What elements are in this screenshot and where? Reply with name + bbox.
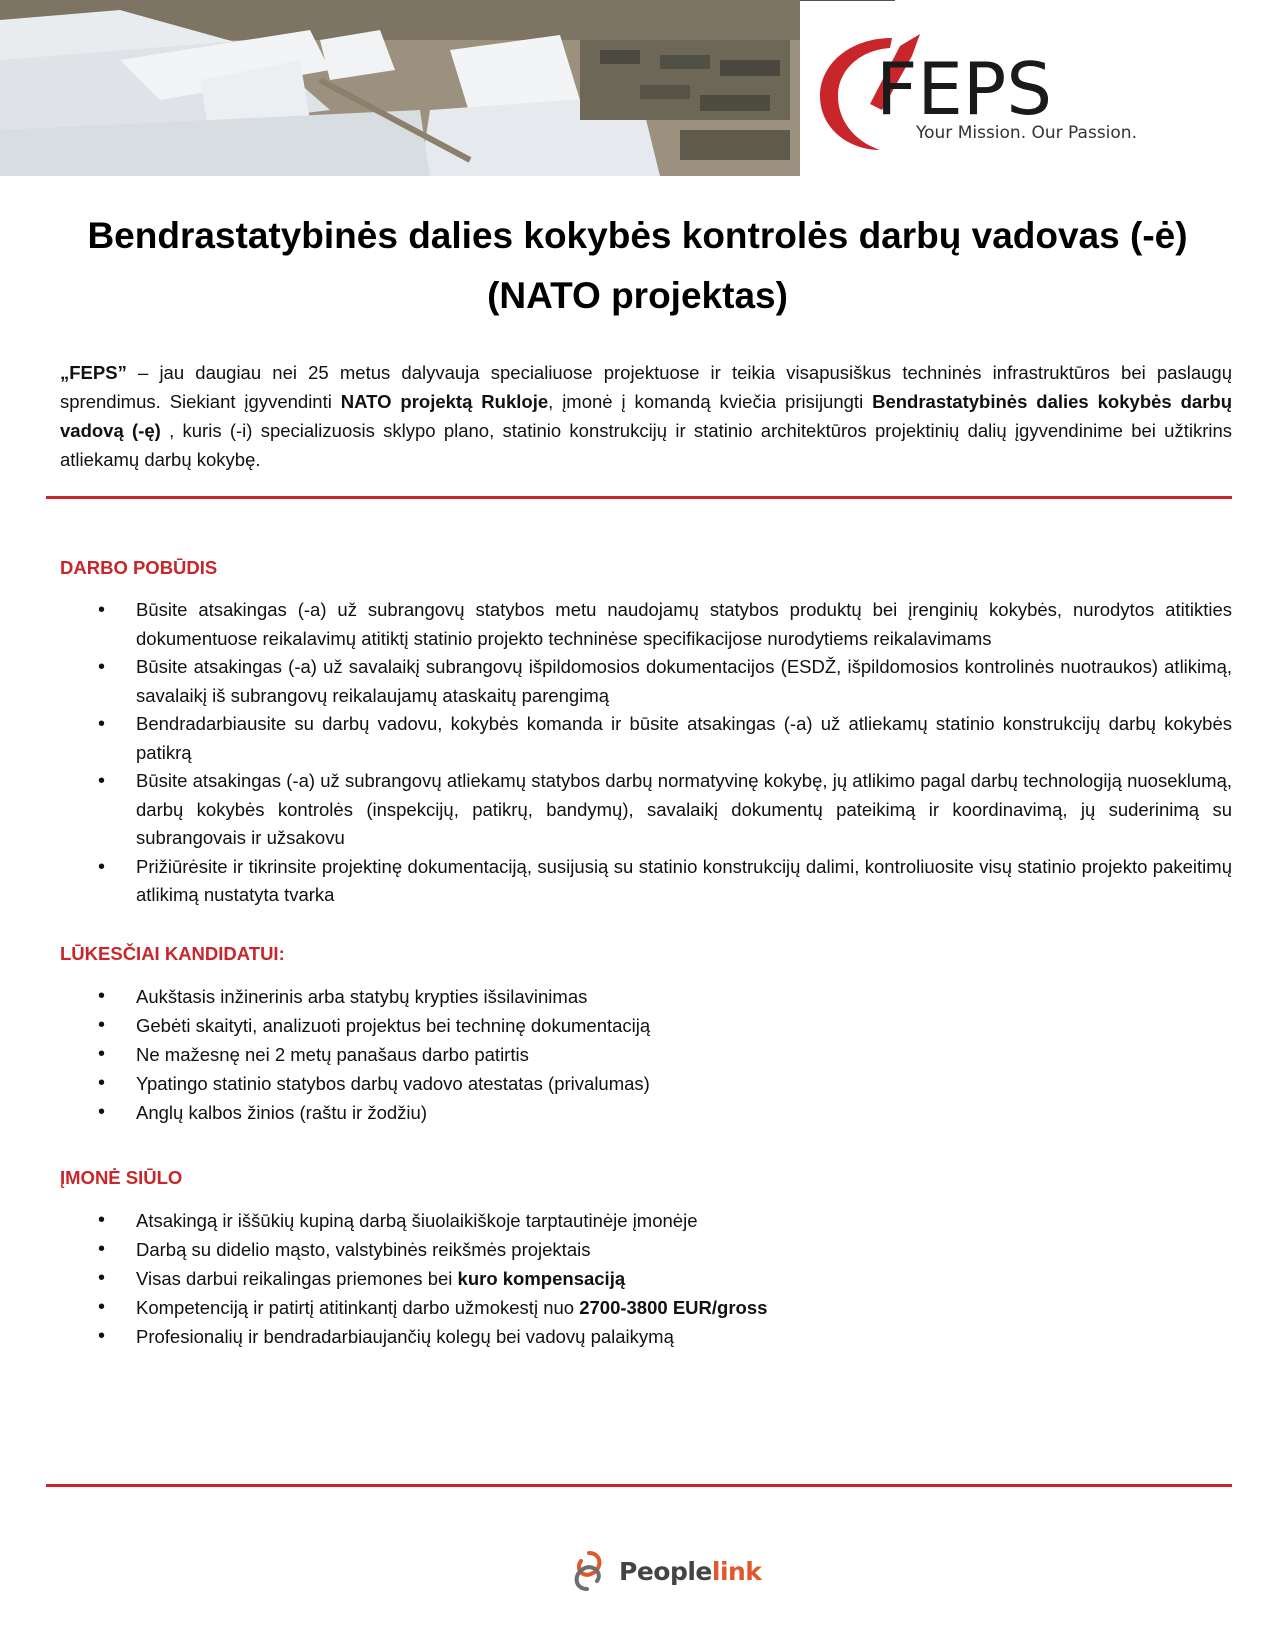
section-divider-top: [46, 496, 1232, 499]
intro-project-name: NATO projektą Rukloje: [340, 391, 549, 412]
list-item: • Ne mažesnę nei 2 metų panašaus darbo patirtis: [60, 1040, 1232, 1069]
duties-list: [60, 596, 1232, 910]
section-divider-bottom: [46, 1484, 1232, 1487]
list-item: [60, 1206, 1232, 1235]
intro-position-name: Bendrastatybinės dalies kokybės darbų vadovą (-ę): [60, 391, 1233, 441]
feps-logo: [820, 24, 1240, 154]
list-item: • Ypatingo statinio statybos darbų vadovo atestatas (privalumas): [60, 1069, 1232, 1098]
list-item: • Gebėti skaityti, analizuoti projektus bei techninę dokumentaciją: [60, 1011, 1232, 1040]
feps-wordmark: FEPS: [876, 47, 1053, 131]
list-item: [60, 1293, 1232, 1322]
intro-text-1: – jau daugiau nei 25 metus dalyvauja specialiuose projektuose ir teikia visapusiškus techninės infrastruktūros bei paslaugų sprendimus. Siekiant įgyvendinti: [60, 362, 1232, 412]
duties-heading: DARBO POBŪDIS: [60, 557, 218, 578]
title-line-2: (NATO projektas): [487, 275, 788, 316]
offer-item-text: Profesionalių ir bendradarbiaujančių kolegų bei vadovų palaikymą: [136, 1326, 674, 1347]
brand-accent-text: link: [711, 1556, 762, 1586]
title-line-1: Bendrastatybinės dalies kokybės kontrolės darbų vadovas (-ė): [87, 215, 1188, 256]
offer-item-bold: 2700-3800 EUR/gross: [579, 1297, 768, 1318]
page-title: [40, 206, 1235, 326]
offer-item-text: Atsakingą ir iššūkių kupiną darbą šiuolaikiškoje tarptautinėje įmonėje: [136, 1210, 698, 1231]
offer-item-bold: kuro kompensaciją: [457, 1268, 626, 1289]
intro-text-3: , kuris (-i) specializuosis sklypo plano, statinio konstrukcijų ir statinio architektūros projektinių dalių įgyvendinime bei užtikrins atliekamų darbų kokybę.: [60, 420, 1233, 470]
offer-item-text: Darbą su didelio mąsto, valstybinės reikšmės projektais: [136, 1239, 591, 1260]
camp-photo: [0, 0, 800, 176]
top-divider-line: [800, 0, 895, 1]
list-item: [60, 1235, 1232, 1264]
feps-tagline: Your Mission. Our Passion.: [916, 123, 1137, 143]
peoplelink-logo: [567, 1548, 767, 1594]
brand-main-text: People: [619, 1556, 712, 1586]
intro-company-name: „FEPS”: [60, 362, 127, 383]
offer-item-text: Visas darbui reikalingas priemones bei: [136, 1268, 458, 1289]
list-item: • Prižiūrėsite ir tikrinsite projektinę dokumentaciją, susijusią su statinio konstrukcijų dalimi, kontroliuosite visų statinio projekto pakeitimų atlikimą nustatyta tvarka: [60, 853, 1232, 910]
list-item: [60, 1322, 1232, 1351]
expectations-list: [60, 982, 1232, 1127]
intro-paragraph: [60, 358, 1232, 474]
tent-camp-illustration: [0, 0, 800, 176]
expectations-heading: LŪKESČIAI KANDIDATUI:: [60, 943, 285, 964]
list-item: • Aukštasis inžinerinis arba statybų krypties išsilavinimas: [60, 982, 1232, 1011]
list-item: [60, 1264, 1232, 1293]
feps-swoosh-icon: [820, 24, 1240, 154]
list-item: • Anglų kalbos žinios (raštu ir žodžiu): [60, 1098, 1232, 1127]
offer-item-text: Kompetenciją ir patirtį atitinkantį darbo užmokestį nuo: [136, 1297, 580, 1318]
offer-list: [60, 1206, 1232, 1351]
peoplelink-wordmark: [619, 1557, 761, 1586]
offer-heading: ĮMONĖ SIŪLO: [60, 1167, 183, 1188]
peoplelink-knot-icon: [567, 1549, 611, 1593]
list-item: • Bendradarbiausite su darbų vadovu, kokybės komanda ir būsite atsakingas (-a) už atliekamų statinio konstrukcijų darbų kokybės patikrą: [60, 710, 1232, 767]
list-item: • Būsite atsakingas (-a) už subrangovų atliekamų statybos darbų normatyvinę kokybę, jų atlikimo pagal darbų technologiją nuoseklumą, darbų kokybės kontrolės (inspekcijų, patikrų, bandymų), savalaikį dokumentų pateikimą ir koordinavimą, jų suderinimą su subrangovais ir užsakovu: [60, 767, 1232, 853]
list-item: • Būsite atsakingas (-a) už subrangovų statybos metu naudojamų statybos produktų bei įrenginių kokybės, nurodytos atitikties dokumentuose reikalavimų atitiktį statinio projekto techninėse specifikacijose nurodytiems reikalavimams: [60, 596, 1232, 653]
intro-text-2: , įmonė į komandą kviečia prisijungti: [548, 391, 873, 412]
list-item: • Būsite atsakingas (-a) už savalaikį subrangovų išpildomosios dokumentacijos (ESDŽ, išpildomosios kontrolinės nuotraukos) atlikimą, savalaikį iš subrangovų reikalaujamų ataskaitų parengimą: [60, 653, 1232, 710]
